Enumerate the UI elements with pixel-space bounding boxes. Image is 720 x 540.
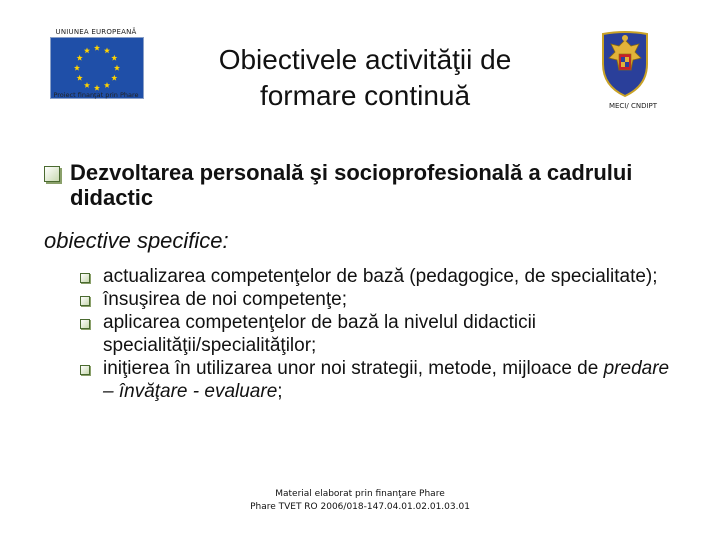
list-item-text: aplicarea competenţelor de bază la nivelul didacticii specialităţii/specialităţilor;: [103, 312, 537, 356]
eu-star-icon: [84, 47, 90, 53]
footer-line-2: Phare TVET RO 2006/018-147.04.01.02.01.03.01: [250, 502, 470, 512]
checkbox-bullet-icon: [80, 273, 90, 283]
eu-star-icon: [104, 82, 110, 88]
objectives-list: [80, 265, 680, 403]
checkbox-bullet-icon: [80, 365, 90, 375]
eu-star-icon: [104, 47, 110, 53]
subheading: obiective specifice:: [44, 228, 229, 253]
list-item-text-before: iniţierea în utilizarea unor noi strategii, metode, mijloace de: [103, 358, 604, 379]
list-item-text-after: ;: [277, 381, 283, 402]
title-line-1: Obiectivele activităţii de: [218, 44, 512, 75]
list-item-text: însuşirea de noi competenţe;: [103, 289, 347, 310]
list-item: [80, 357, 680, 403]
footer: [220, 488, 500, 514]
list-item-text-italic: predare – învăţare - evaluare: [103, 358, 670, 402]
eu-star-icon: [77, 55, 83, 61]
list-item-text: actualizarea competenţelor de bază (pedagogice, de specialitate);: [103, 266, 658, 287]
footer-line-1: Material elaborat prin finanţare Phare: [275, 489, 445, 499]
checkbox-bullet-icon: [80, 296, 90, 306]
eu-flag-logo: [50, 37, 144, 99]
list-item: [80, 311, 680, 357]
eu-caption-top: UNIUNEA EUROPEANĂ: [55, 28, 137, 36]
list-item: [80, 265, 680, 288]
main-bullet: [44, 160, 694, 210]
eu-star-icon: [111, 75, 117, 81]
romania-coat-of-arms-icon: [597, 30, 653, 98]
eu-star-icon: [94, 45, 100, 51]
eu-star-icon: [74, 65, 80, 71]
checkbox-bullet-icon: [80, 319, 90, 329]
eu-star-icon: [114, 65, 120, 71]
eu-caption-bottom: Proiect finanţat prin Phare: [53, 91, 139, 99]
checkbox-bullet-icon: [44, 166, 60, 182]
eu-star-icon: [111, 55, 117, 61]
eu-stars-icon: [51, 38, 143, 98]
title-line-2: formare continuă: [259, 80, 471, 111]
eu-star-icon: [94, 85, 100, 91]
eu-star-icon: [77, 75, 83, 81]
page-title: [180, 42, 550, 114]
crest-caption: MECI/ CNDIPT: [608, 102, 658, 110]
main-bullet-text: Dezvoltarea personală şi socioprofesională a cadrului didactic: [70, 160, 633, 210]
list-item: [80, 288, 680, 311]
eu-star-icon: [84, 82, 90, 88]
